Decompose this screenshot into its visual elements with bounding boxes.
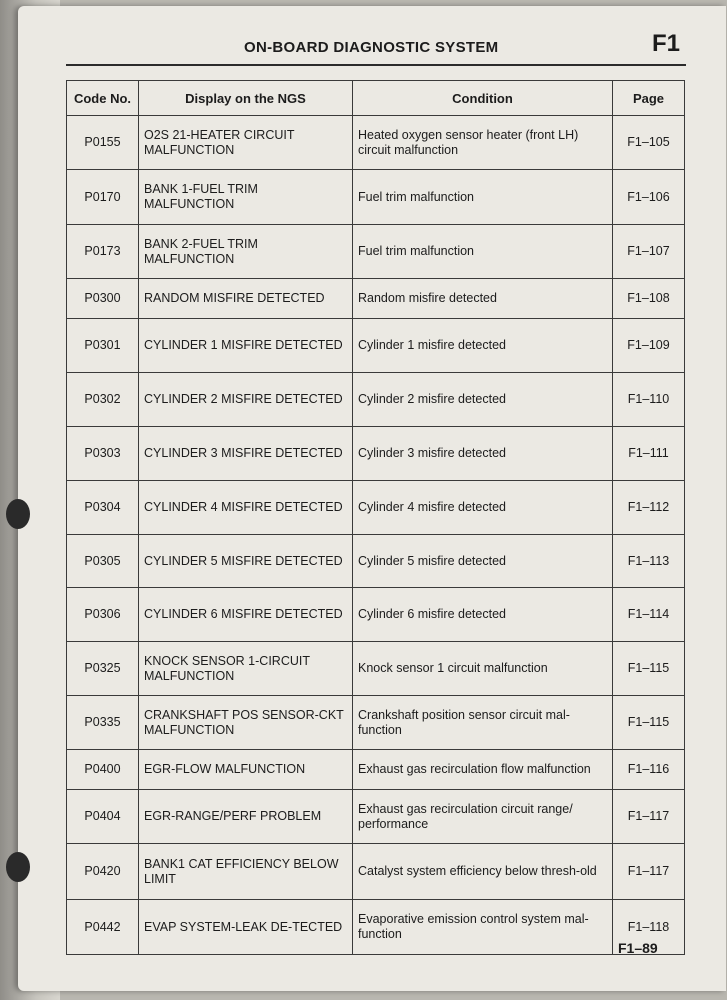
- column-header-display: Display on the NGS: [139, 81, 353, 116]
- table-row: [67, 900, 685, 955]
- code-cell: P0302: [67, 373, 139, 427]
- diagnostic-code-table: [66, 80, 685, 955]
- display-cell: EGR-RANGE/PERF PROBLEM: [139, 790, 353, 844]
- code-cell: P0303: [67, 427, 139, 481]
- code-cell: P0173: [67, 225, 139, 279]
- page-cell: F1–115: [613, 696, 685, 750]
- binder-hole: [6, 499, 30, 529]
- code-cell: P0301: [67, 319, 139, 373]
- table-row: [67, 481, 685, 535]
- display-cell: BANK1 CAT EFFICIENCY BELOW LIMIT: [139, 844, 353, 900]
- display-cell: RANDOM MISFIRE DETECTED: [139, 279, 353, 319]
- condition-cell: Cylinder 1 misfire detected: [353, 319, 613, 373]
- display-cell: CYLINDER 6 MISFIRE DETECTED: [139, 588, 353, 642]
- condition-cell: Exhaust gas recirculation circuit range/ performance: [353, 790, 613, 844]
- table-row: [67, 279, 685, 319]
- code-cell: P0155: [67, 116, 139, 170]
- display-cell: CYLINDER 2 MISFIRE DETECTED: [139, 373, 353, 427]
- condition-cell: Cylinder 3 misfire detected: [353, 427, 613, 481]
- page-cell: F1–117: [613, 844, 685, 900]
- code-cell: P0442: [67, 900, 139, 955]
- table-row: [67, 319, 685, 373]
- page-cell: F1–112: [613, 481, 685, 535]
- display-cell: CYLINDER 1 MISFIRE DETECTED: [139, 319, 353, 373]
- page-cell: F1–111: [613, 427, 685, 481]
- table-row: [67, 535, 685, 588]
- page-cell: F1–113: [613, 535, 685, 588]
- code-cell: P0306: [67, 588, 139, 642]
- display-cell: CYLINDER 3 MISFIRE DETECTED: [139, 427, 353, 481]
- condition-cell: Fuel trim malfunction: [353, 170, 613, 225]
- code-cell: P0404: [67, 790, 139, 844]
- binder-hole: [6, 852, 30, 882]
- table-row: [67, 588, 685, 642]
- condition-cell: Exhaust gas recirculation flow malfunction: [353, 750, 613, 790]
- table-row: [67, 225, 685, 279]
- page-title: ON-BOARD DIAGNOSTIC SYSTEM: [244, 39, 499, 56]
- condition-cell: Heated oxygen sensor heater (front LH) circuit malfunction: [353, 116, 613, 170]
- page-number: F1–89: [618, 940, 658, 956]
- display-cell: CYLINDER 4 MISFIRE DETECTED: [139, 481, 353, 535]
- code-cell: P0420: [67, 844, 139, 900]
- display-cell: O2S 21-HEATER CIRCUIT MALFUNCTION: [139, 116, 353, 170]
- code-cell: P0325: [67, 642, 139, 696]
- condition-cell: Random misfire detected: [353, 279, 613, 319]
- condition-cell: Fuel trim malfunction: [353, 225, 613, 279]
- condition-cell: Cylinder 5 misfire detected: [353, 535, 613, 588]
- page-cell: F1–106: [613, 170, 685, 225]
- table-row: [67, 844, 685, 900]
- display-cell: CRANKSHAFT POS SENSOR-CKT MALFUNCTION: [139, 696, 353, 750]
- code-cell: P0304: [67, 481, 139, 535]
- display-cell: EGR-FLOW MALFUNCTION: [139, 750, 353, 790]
- column-header-condition: Condition: [353, 81, 613, 116]
- page-cell: F1–118: [613, 900, 685, 955]
- condition-cell: Cylinder 2 misfire detected: [353, 373, 613, 427]
- column-header-page: Page: [613, 81, 685, 116]
- section-code: F1: [652, 30, 681, 57]
- condition-cell: Cylinder 6 misfire detected: [353, 588, 613, 642]
- condition-cell: Knock sensor 1 circuit malfunction: [353, 642, 613, 696]
- page-cell: F1–115: [613, 642, 685, 696]
- display-cell: BANK 2-FUEL TRIM MALFUNCTION: [139, 225, 353, 279]
- table-row: [67, 790, 685, 844]
- page-cell: F1–117: [613, 790, 685, 844]
- page-cell: F1–116: [613, 750, 685, 790]
- display-cell: KNOCK SENSOR 1-CIRCUIT MALFUNCTION: [139, 642, 353, 696]
- table-header-row: [67, 81, 685, 116]
- display-cell: BANK 1-FUEL TRIM MALFUNCTION: [139, 170, 353, 225]
- manual-page: [18, 6, 726, 991]
- column-header-code: Code No.: [67, 81, 139, 116]
- table-row: [67, 750, 685, 790]
- table-row: [67, 170, 685, 225]
- condition-cell: Crankshaft position sensor circuit mal-function: [353, 696, 613, 750]
- table-row: [67, 427, 685, 481]
- page-cell: F1–105: [613, 116, 685, 170]
- page-cell: F1–114: [613, 588, 685, 642]
- table-row: [67, 116, 685, 170]
- table-row: [67, 642, 685, 696]
- page-cell: F1–107: [613, 225, 685, 279]
- table-row: [67, 696, 685, 750]
- display-cell: CYLINDER 5 MISFIRE DETECTED: [139, 535, 353, 588]
- page-cell: F1–110: [613, 373, 685, 427]
- code-cell: P0170: [67, 170, 139, 225]
- code-cell: P0335: [67, 696, 139, 750]
- condition-cell: Cylinder 4 misfire detected: [353, 481, 613, 535]
- header-divider: [66, 64, 686, 66]
- condition-cell: Evaporative emission control system mal-function: [353, 900, 613, 955]
- table-row: [67, 373, 685, 427]
- page-cell: F1–109: [613, 319, 685, 373]
- page-cell: F1–108: [613, 279, 685, 319]
- code-cell: P0300: [67, 279, 139, 319]
- display-cell: EVAP SYSTEM-LEAK DE-TECTED: [139, 900, 353, 955]
- code-cell: P0400: [67, 750, 139, 790]
- condition-cell: Catalyst system efficiency below thresh-old: [353, 844, 613, 900]
- code-cell: P0305: [67, 535, 139, 588]
